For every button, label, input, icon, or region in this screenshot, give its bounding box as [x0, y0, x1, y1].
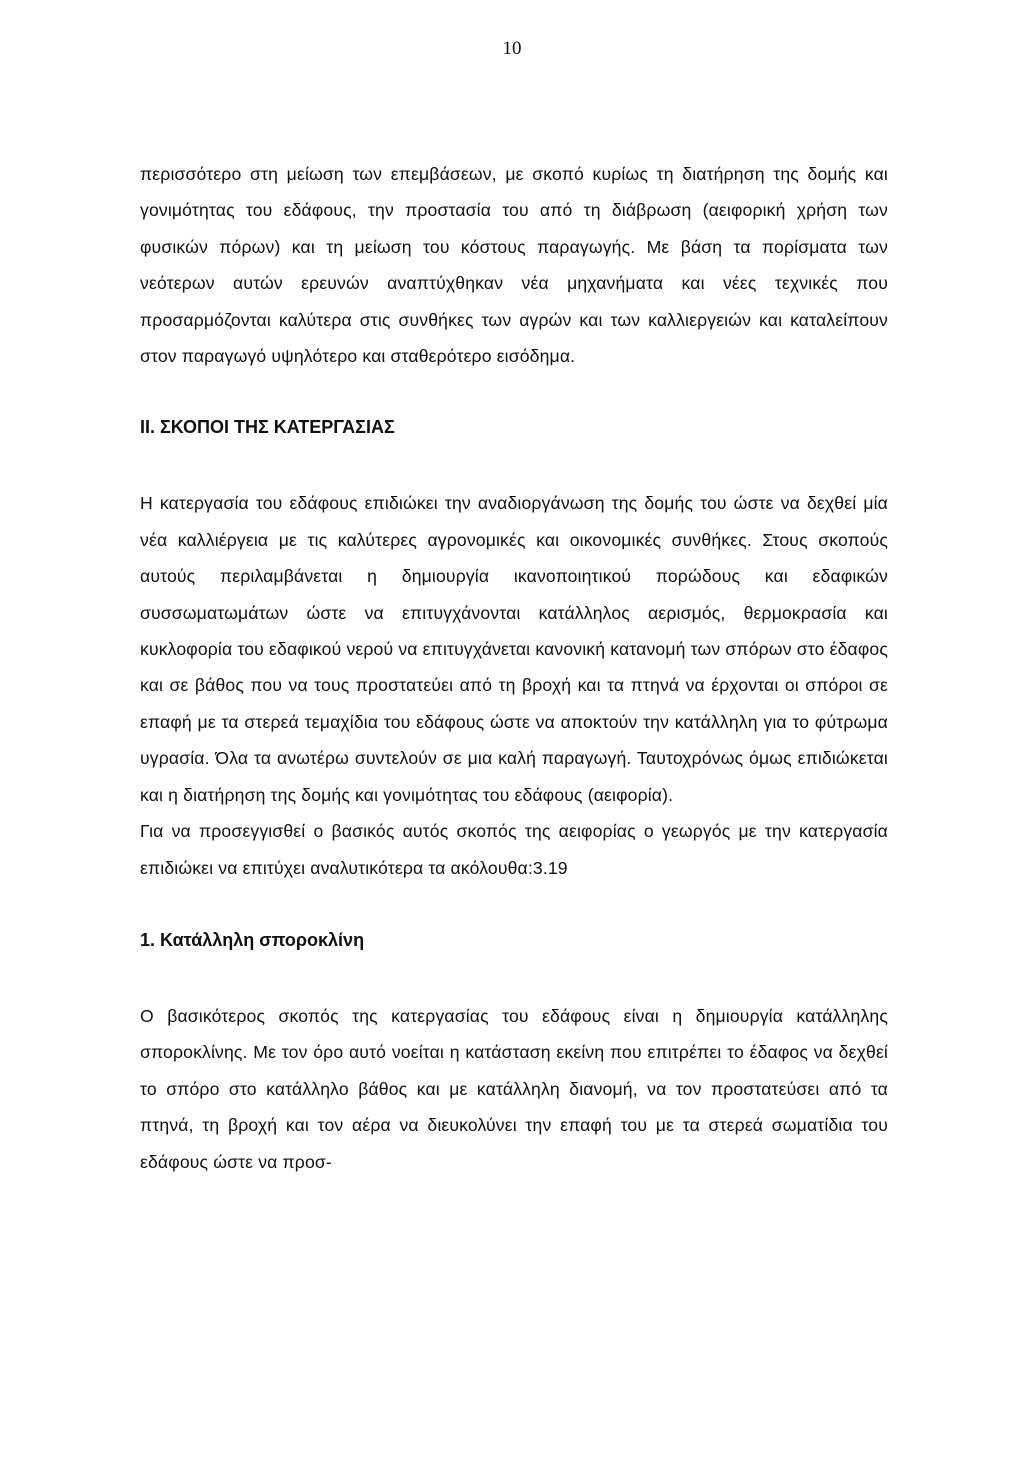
spacer: [140, 958, 888, 998]
spacer: [140, 445, 888, 485]
page-number: 10: [502, 38, 522, 59]
spacer: [140, 886, 888, 922]
section-heading: II. ΣΚΟΠΟΙ ΤΗΣ ΚΑΤΕΡΓΑΣΙΑΣ: [140, 417, 395, 438]
page-body: [140, 156, 888, 1180]
subsection-heading: 1. Κατάλληλη σποροκλίνη: [140, 929, 365, 950]
intro-paragraph: περισσότερο στη μείωση των επεμβάσεων, με σκοπό κυρίως τη διατήρηση της δομής και γονιμότητας του εδάφους, την προστασία του από τη διάβρωση (αειφορική χρήση των φυσικών πόρων) και τη μείωση του κόστους παραγωγής. Με βάση τα πορίσματα των νεότερων αυτών ερευνών αναπτύχθηκαν νέα μηχανήματα και νέες τεχνικές που προσαρμόζονται καλύτερα στις συνθήκες των αγρών και των καλλιεργειών και καταλείπουν στον παραγωγό υψηλότερο και σταθερότερο εισόδημα.: [140, 164, 888, 367]
section-paragraph: Η κατεργασία του εδάφους επιδιώκει την αναδιοργάνωση της δομής του ώστε να δεχθεί μία νέα καλλιέργεια με τις καλύτερες αγρονομικές και οικονομικές συνθήκες. Στους σκοπούς αυτούς περιλαμβάνεται η δημιουργία ικανοποιητικού πορώδους και εδαφικών συσσωματωμάτων ώστε να επιτυγχάνονται κατάλληλος αερισμός, θερμοκρασία και κυκλοφορία του εδαφικού νερού να επιτυγχάνεται κανονική κατανομή των σπόρων στο έδαφος και σε βάθος που να τους προστατεύει από τη βροχή και τα πτηνά να έρχονται οι σπόροι σε επαφή με τα στερεά τεμαχίδια του εδάφους ώστε να αποκτούν την κατάλληλη για το φύτρωμα υγρασία. Όλα τα ανωτέρω συντελούν σε μια καλή παραγωγή. Ταυτοχρόνως όμως επιδιώκεται και η διατήρηση της δομής και γονιμότητας του εδάφους (αειφορία).: [140, 493, 888, 805]
subsection-paragraph: Ο βασικότερος σκοπός της κατεργασίας του εδάφους είναι η δημιουργία κατάλληλης σποροκλίνης. Με τον όρο αυτό νοείται η κατάσταση εκείνη που επιτρέπει το έδαφος να δεχθεί το σπόρο στο κατάλληλο βάθος και με κατάλληλη διανομή, να τον προστατεύσει από τα πτηνά, τη βροχή και τον αέρα να διευκολύνει την επαφή του με τα στερεά σωματίδια του εδάφους ώστε να προσ-: [140, 1005, 888, 1172]
spacer: [140, 374, 888, 409]
section-paragraph: Για να προσεγγισθεί ο βασικός αυτός σκοπός της αειφορίας ο γεωργός με την κατεργασία επιδιώκει να επιτύχει αναλυτικότερα τα ακόλουθα:3.19: [140, 821, 888, 878]
